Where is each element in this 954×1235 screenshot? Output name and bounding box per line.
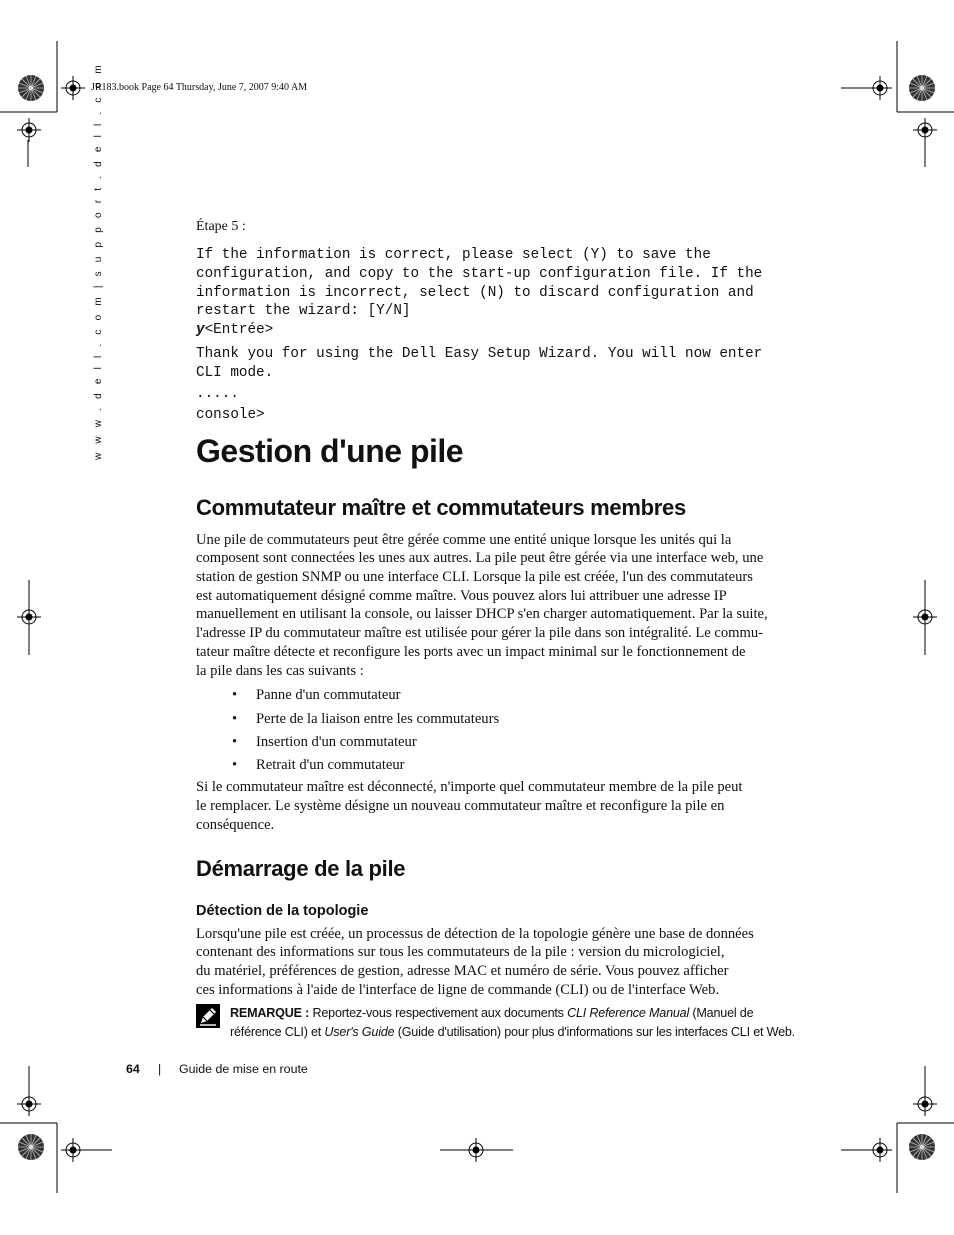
note-pencil-icon bbox=[196, 1004, 220, 1028]
list-item: • Insertion d'un commutateur bbox=[232, 733, 417, 750]
text-line: ces informations à l'aide de l'interface de ligne de commande (CLI) ou de l'interface Web. bbox=[196, 981, 720, 998]
page-title: Gestion d'une pile bbox=[196, 432, 464, 469]
doc-cli-reference: CLI Reference Manual bbox=[567, 1006, 690, 1020]
list-item: • Panne d'un commutateur bbox=[232, 687, 401, 704]
code-block-thanks bbox=[196, 345, 816, 383]
registration-star-top-right bbox=[909, 75, 935, 101]
section-heading-stack-startup: Démarrage de la pile bbox=[196, 855, 406, 881]
bullet-icon: • bbox=[232, 710, 238, 727]
text-line: l'adresse IP du commutateur maître est utilisée pour gérer la pile dans son intégralité. Le commu- bbox=[196, 625, 764, 642]
code-line: If the information is correct, please select (Y) to save the bbox=[196, 247, 711, 263]
bullet-icon: • bbox=[232, 733, 238, 750]
code-block-prompt bbox=[196, 246, 816, 321]
text-line: Lorsqu'une pile est créée, un processus de détection de la topologie génère une base de données bbox=[196, 925, 754, 942]
code-console-prompt: console> bbox=[196, 406, 265, 423]
code-dots: ..... bbox=[196, 385, 239, 402]
text-line: la pile dans les cas suivants : bbox=[196, 662, 364, 679]
list-item: • Perte de la liaison entre les commutateurs bbox=[232, 710, 500, 727]
text-line: manuellement en utilisant la console, ou laisser DHCP s'en charger automatiquement. Par la suite, bbox=[196, 606, 768, 623]
section2-paragraph bbox=[196, 925, 816, 1000]
code-line: information is incorrect, select (N) to discard configuration and bbox=[196, 284, 754, 301]
text-line: contenant des informations sur tous les commutateurs de la pile : version du micrologiciel, bbox=[196, 944, 725, 961]
user-input-key: y bbox=[196, 322, 205, 339]
bullet-icon: • bbox=[232, 757, 238, 774]
text-line: Une pile de commutateurs peut être gérée comme une entité unique lorsque les unités qui la bbox=[196, 531, 732, 548]
note-label: REMARQUE : bbox=[230, 1006, 310, 1020]
doc-users-guide: User's Guide bbox=[324, 1024, 395, 1039]
section1-paragraph bbox=[196, 531, 816, 681]
subsection-heading-topology: Détection de la topologie bbox=[196, 902, 369, 919]
text-line: Si le commutateur maître est déconnecté, n'importe quel commutateur membre de la pile peut bbox=[196, 779, 743, 796]
text-line: composent sont connectées les unes aux autres. La pile peut être gérée via une interface web, une bbox=[196, 550, 764, 567]
user-input-line bbox=[196, 321, 816, 340]
bullet-list bbox=[196, 686, 816, 774]
text-line: station de gestion SNMP ou une interface CLI. Lorsque la pile est créée, l'un des commutateurs bbox=[196, 568, 753, 585]
book-slug: JR183.book Page 64 Thursday, June 7, 2007 9:40 AM bbox=[91, 82, 308, 93]
user-input-enter: <Entrée> bbox=[204, 322, 274, 339]
footer-title: Guide de mise en route bbox=[179, 1062, 308, 1076]
registration-star-top-left bbox=[18, 75, 44, 101]
registration-star-bottom-left bbox=[18, 1134, 44, 1160]
page-content bbox=[196, 218, 816, 999]
text-line: le remplacer. Le système désigne un nouveau commutateur maître et reconfigure la pile en bbox=[196, 798, 725, 815]
text-line: conséquence. bbox=[196, 816, 275, 833]
footer-separator: | bbox=[158, 1062, 162, 1076]
sidebar-url: w w w . d e l l . c o m | s u p p o r t . d e l l . c o m bbox=[93, 62, 104, 460]
text-line: est automatiquement désigné comme maître. Vous pouvez alors lui attribuer une adresse IP bbox=[196, 587, 727, 604]
code-line: restart the wizard: [Y/N] bbox=[196, 303, 411, 320]
text-line: tateur maître détecte et reconfigure les ports avec un impact minimal sur le fonctionnement de bbox=[196, 643, 746, 660]
section-heading-master-switch: Commutateur maître et commutateurs membres bbox=[196, 494, 686, 520]
bullet-icon: • bbox=[232, 687, 238, 704]
text-line: du matériel, préférences de gestion, adresse MAC et numéro de série. Vous pouvez afficher bbox=[196, 962, 729, 979]
page-number: 64 bbox=[126, 1062, 140, 1076]
step-label: Étape 5 : bbox=[196, 219, 246, 234]
code-line: configuration, and copy to the start-up configuration file. If the bbox=[196, 265, 763, 282]
list-item: • Retrait d'un commutateur bbox=[232, 757, 405, 774]
note-text: REMARQUE : Reportez-vous respectivement aux documents CLI Reference Manual (Manuel de référence CLI) et User's Guide (Guide d'utilisation) pour plus d'informations sur les interfaces CLI et Web. bbox=[230, 1006, 795, 1039]
code-line: CLI mode. bbox=[196, 364, 274, 381]
registration-star-bottom-right bbox=[909, 1134, 935, 1160]
section1-paragraph-2 bbox=[196, 778, 816, 834]
code-line: Thank you for using the Dell Easy Setup Wizard. You will now enter bbox=[196, 345, 763, 362]
